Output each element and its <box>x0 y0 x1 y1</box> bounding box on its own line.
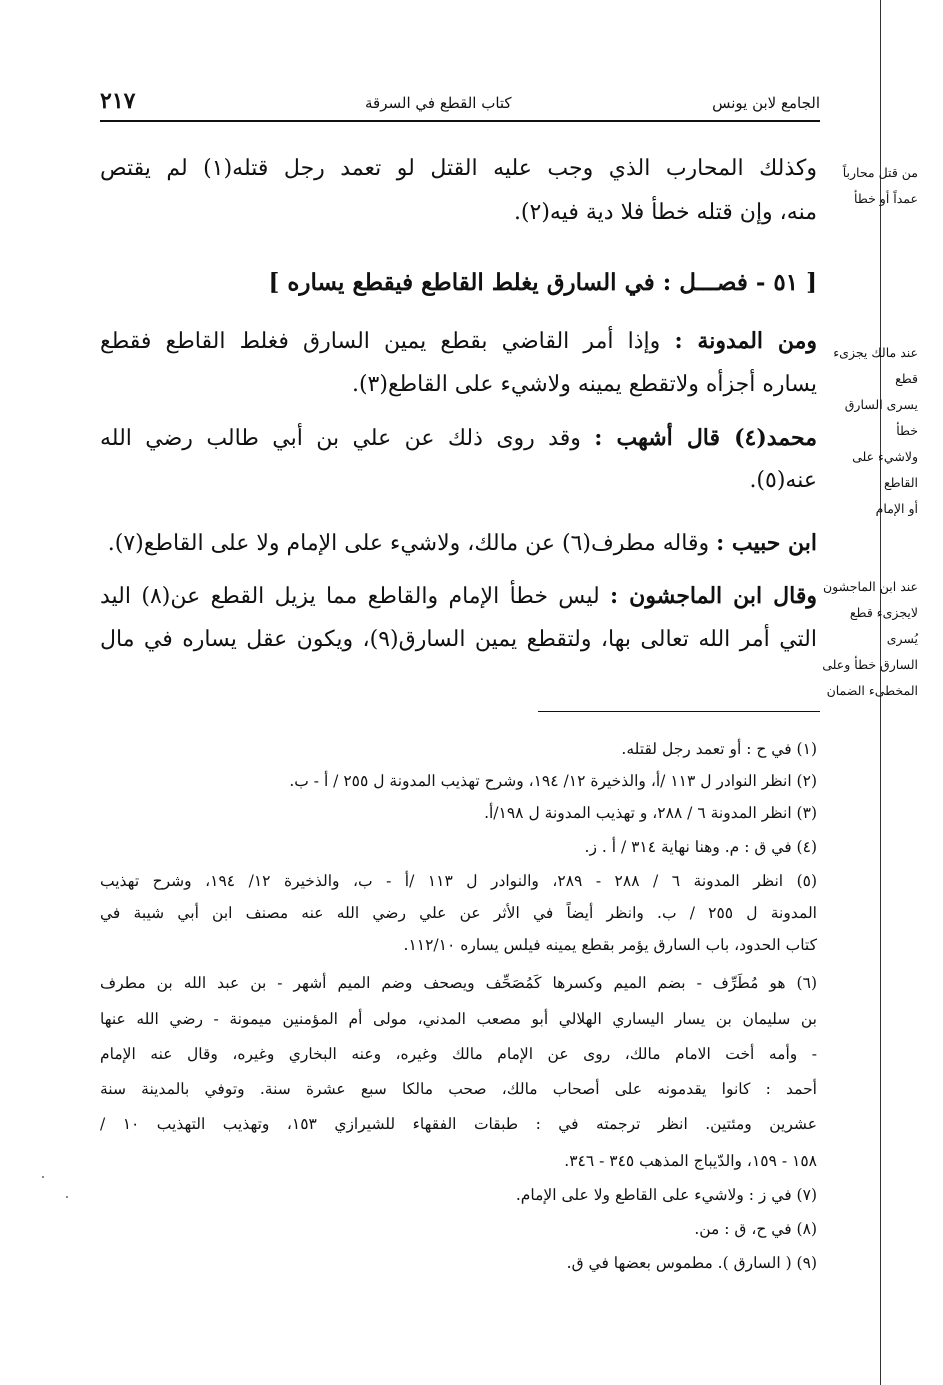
footnote-5-line: المدونة ل ٢٥٥ / ب. وانظر أيضاً في الأثر عن علي رضي الله عنه مصنف ابن أبي شيبة في <box>100 904 817 922</box>
footnote-8: (٨) في ح، ق : من. <box>694 1220 817 1238</box>
body-line <box>100 425 817 451</box>
footnote-6-line: بن سليمان بن يسار اليساري الهلالي أبو مصعب المدني، مولى أم المؤمنين ميمونة - رضي الله عنها <box>100 1010 817 1028</box>
margin-note-2-line-4: أو الإمام <box>875 501 918 516</box>
body-line: منه، وإن قتله خطأ فلا دية فيه(٢). <box>513 200 817 225</box>
footnote-7: (٧) في ز : ولاشيء على القاطع ولا على الإمام. <box>515 1186 817 1204</box>
margin-note-3-line-2: لايجزىء قطع يُسرى <box>849 605 918 646</box>
paragraph-lead: ومن المدونة : <box>674 328 818 354</box>
margin-note-3 <box>822 574 918 704</box>
footnote-2: (٢) انظر النوادر ل ١١٣ /أ، والذخيرة ١٢/ ١٩٤، وشرح تهذيب المدونة ل ٢٥٥ / أ - ب. <box>289 772 817 790</box>
body-line: يساره أجزأه ولاتقطع يمينه ولاشيء على القاطع(٣). <box>351 372 817 397</box>
margin-note-2-line-3: ولاشيء على القاطع <box>852 449 918 490</box>
body-line: وكذلك المحارب الذي وجب عليه القتل لو تعمد رجل قتله(١) لم يقتص <box>100 156 817 181</box>
paragraph-lead: محمد(٤) قال أشهب : <box>594 425 817 451</box>
body-text: وقد روى ذلك عن علي بن أبي طالب رضي الله <box>100 426 581 451</box>
body-line <box>100 583 817 609</box>
body-line: التي أمر الله تعالى بها، ولتقطع يمين السارق(٩)، ويكون عقل يساره في مال <box>100 627 817 652</box>
body-line <box>100 328 817 354</box>
footnote-5-line: (٥) انظر المدونة ٦ / ٢٨٨ - ٢٨٩، والنوادر ل ١١٣ /أ - ب، والذخيرة ١٢/ ١٩٤، وشرح تهذيب <box>100 872 818 890</box>
footnote-1: (١) في ح : أو تعمد رجل لقتله. <box>621 740 817 758</box>
footnote-6-line: - وأمه أخت الامام مالك، روى عن الإمام مالك وغيره، وعنه البخاري وغيره، وقال عنه الإمام <box>100 1045 817 1063</box>
body-text: ليس خطأ الإمام والقاطع مما يزيل القطع عن(٨) اليد <box>100 584 600 609</box>
body-text: وإذا أمر القاضي بقطع يمين السارق فغلط القاطع فقطع <box>100 329 661 354</box>
footnote-5-line: كتاب الحدود، باب السارق يؤمر بقطع يمينه فيلس يساره ١١٢/١٠. <box>403 936 817 954</box>
scan-speck <box>42 1176 44 1178</box>
footnote-4: (٤) في ق : م. وهنا نهاية ٣١٤ / أ . ز. <box>584 838 817 856</box>
header-rule <box>100 120 820 122</box>
margin-note-3-line-3: السارق خطأ وعلى <box>822 657 918 672</box>
margin-note-2-line-1: عند مالك يجزىء قطع <box>833 345 918 386</box>
body-text: وقاله مطرف(٦) عن مالك، ولاشيء على الإمام ولا على القاطع(٧). <box>107 531 710 556</box>
footnote-separator <box>538 711 820 712</box>
margin-note-1-line-1: من قتل محارباً <box>842 165 918 180</box>
margin-note-1-line-2: عمداً أو خطأ <box>854 191 918 206</box>
margin-note-3-line-1: عند ابن الماجشون <box>822 579 918 594</box>
paragraph-lead: ابن حبيب : <box>716 530 817 556</box>
header-book-title: الجامع لابن يونس <box>712 94 820 112</box>
page-number: ٢١٧ <box>100 88 136 114</box>
footnote-6-line: (٦) هو مُطَرِّف - بضم الميم وكسرها كَمُصَحِّف ويصحف وضم الميم أشهر - بن عبد الله بن مطرف <box>100 974 817 992</box>
header-chapter-title: كتاب القطع في السرقة <box>365 94 512 112</box>
footnote-6-line: ١٥٨ - ١٥٩، والدّيباج المذهب ٣٤٥ - ٣٤٦. <box>564 1152 817 1170</box>
footnote-6-line: أحمد : كانوا يقدمونه على أصحاب مالك، صحب مالكا سبع عشرة سنة. وتوفي بالمدينة سنة <box>100 1080 817 1098</box>
body-line: عنه(٥). <box>749 468 817 493</box>
footnote-6-line: عشرين ومئتين. انظر ترجمته في : طبقات الفقهاء للشيرازي ١٥٣، وتهذيب التهذيب ١٠ / <box>100 1115 817 1133</box>
margin-note-3-line-4: المخطىء الضمان <box>826 683 918 698</box>
margin-note-2-line-2: يسرى السارق خطأ <box>844 397 918 438</box>
footnote-3: (٣) انظر المدونة ٦ / ٢٨٨، و تهذيب المدونة ل ١٩٨/أ. <box>484 804 817 822</box>
paragraph-lead: وقال ابن الماجشون : <box>610 583 818 609</box>
margin-note-2 <box>822 340 918 522</box>
footnote-9: (٩) ( السارق ). مطموس بعضها في ق. <box>566 1254 817 1272</box>
scan-speck <box>66 1196 68 1198</box>
section-heading: [ ٥١ - فصـــل : في السارق يغلط القاطع فيقطع يساره ] <box>268 269 817 296</box>
margin-note-1 <box>822 160 918 212</box>
body-line <box>108 530 817 556</box>
